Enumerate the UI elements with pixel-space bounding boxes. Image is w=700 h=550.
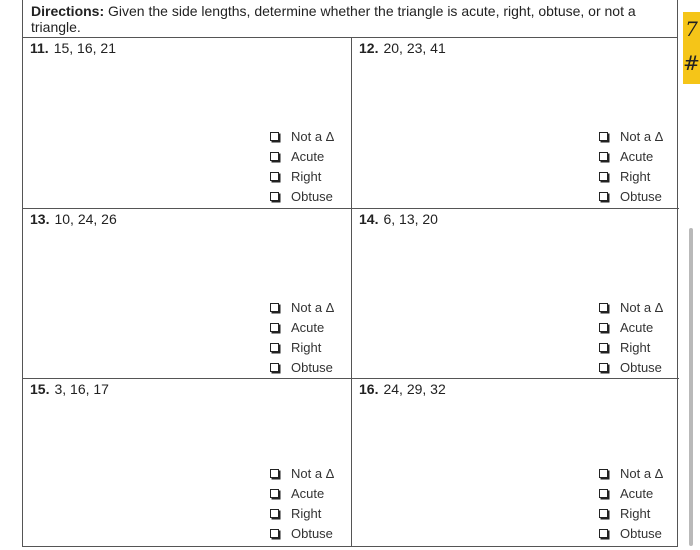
choice-option[interactable] [270,186,334,206]
choice-label: Not a Δ [291,465,335,481]
problem-sides: 15, 16, 21 [53,40,116,56]
problem-12 [352,38,679,209]
choice-label: Obtuse [291,188,333,204]
choice-option[interactable] [270,126,334,146]
choice-option[interactable] [599,126,663,146]
choice-option[interactable] [270,523,334,543]
choice-option[interactable] [599,503,663,523]
choice-label: Not a Δ [620,299,664,315]
problem-number: 12. [359,40,379,56]
choice-label: Right [620,505,651,521]
choice-option[interactable] [599,357,663,377]
problem-number: 13. [30,211,50,227]
checkbox-icon[interactable] [599,152,608,161]
choice-label: Obtuse [620,188,662,204]
checkbox-icon[interactable] [270,132,279,141]
problem-header [30,381,109,397]
problem-grid [23,38,677,546]
directions [23,0,677,38]
choice-option[interactable] [270,483,334,503]
checkbox-icon[interactable] [270,489,279,498]
checkbox-icon[interactable] [270,152,279,161]
problem-16 [352,379,679,546]
directions-text: Given the side lengths, determine whether the triangle is acute, right, obtuse, or not a triangle. [31,3,636,35]
problem-15 [23,379,352,546]
choice-label: Acute [291,319,325,335]
problem-sides: 20, 23, 41 [383,40,446,56]
problem-number: 15. [30,381,50,397]
choice-option[interactable] [599,166,663,186]
problem-header [359,211,438,227]
directions-label: Directions: [31,3,105,19]
choice-label: Right [291,168,322,184]
choice-list [270,463,334,543]
checkbox-icon[interactable] [599,509,608,518]
checkbox-icon[interactable] [599,323,608,332]
problem-number: 16. [359,381,379,397]
choice-option[interactable] [270,357,334,377]
choice-list [599,297,663,377]
choice-option[interactable] [599,297,663,317]
choice-list [270,297,334,377]
choice-label: Right [291,505,322,521]
choice-list [270,126,334,206]
checkbox-icon[interactable] [599,469,608,478]
choice-label: Obtuse [620,525,662,541]
problem-number: 14. [359,211,379,227]
choice-option[interactable] [270,146,334,166]
problem-sides: 3, 16, 17 [54,381,109,397]
problem-sides: 10, 24, 26 [54,211,117,227]
problem-number: 11. [30,40,49,56]
choice-label: Not a Δ [291,128,335,144]
problem-header [359,40,446,56]
choice-label: Acute [291,148,325,164]
choice-label: Obtuse [291,359,333,375]
checkbox-icon[interactable] [270,303,279,312]
choice-option[interactable] [270,317,334,337]
choice-label: Obtuse [620,359,662,375]
choice-label: Acute [291,485,325,501]
problem-sides: 24, 29, 32 [383,381,446,397]
checkbox-icon[interactable] [599,529,608,538]
edge-tab-line2: # [683,51,700,75]
choice-label: Not a Δ [291,299,335,315]
checkbox-icon[interactable] [270,529,279,538]
problem-11 [23,38,352,209]
choice-label: Not a Δ [620,465,664,481]
checkbox-icon[interactable] [270,172,279,181]
scrollbar[interactable] [689,228,693,546]
checkbox-icon[interactable] [599,192,608,201]
problem-sides: 6, 13, 20 [383,211,438,227]
choice-label: Acute [620,148,654,164]
choice-option[interactable] [270,297,334,317]
choice-label: Acute [620,319,654,335]
checkbox-icon[interactable] [599,489,608,498]
choice-option[interactable] [599,186,663,206]
choice-option[interactable] [599,483,663,503]
checkbox-icon[interactable] [599,343,608,352]
choice-label: Not a Δ [620,128,664,144]
choice-option[interactable] [599,523,663,543]
checkbox-icon[interactable] [270,192,279,201]
choice-option[interactable] [270,166,334,186]
checkbox-icon[interactable] [599,303,608,312]
checkbox-icon[interactable] [599,363,608,372]
choice-label: Obtuse [291,525,333,541]
choice-option[interactable] [599,146,663,166]
choice-option[interactable] [599,463,663,483]
checkbox-icon[interactable] [270,363,279,372]
choice-label: Right [291,339,322,355]
choice-label: Acute [620,485,654,501]
checkbox-icon[interactable] [270,323,279,332]
problem-13 [23,209,352,379]
checkbox-icon[interactable] [599,132,608,141]
checkbox-icon[interactable] [270,509,279,518]
choice-list [599,463,663,543]
choice-option[interactable] [270,503,334,523]
checkbox-icon[interactable] [599,172,608,181]
choice-option[interactable] [270,337,334,357]
choice-option[interactable] [599,337,663,357]
edge-tab [683,12,700,84]
problem-header [30,211,117,227]
choice-option[interactable] [270,463,334,483]
problem-header [30,40,116,56]
choice-label: Right [620,339,651,355]
choice-list [599,126,663,206]
choice-label: Right [620,168,651,184]
worksheet [22,0,678,547]
checkbox-icon[interactable] [270,469,279,478]
problem-14 [352,209,679,379]
problem-header [359,381,446,397]
edge-tab-line1: 7 [685,17,698,41]
checkbox-icon[interactable] [270,343,279,352]
choice-option[interactable] [599,317,663,337]
